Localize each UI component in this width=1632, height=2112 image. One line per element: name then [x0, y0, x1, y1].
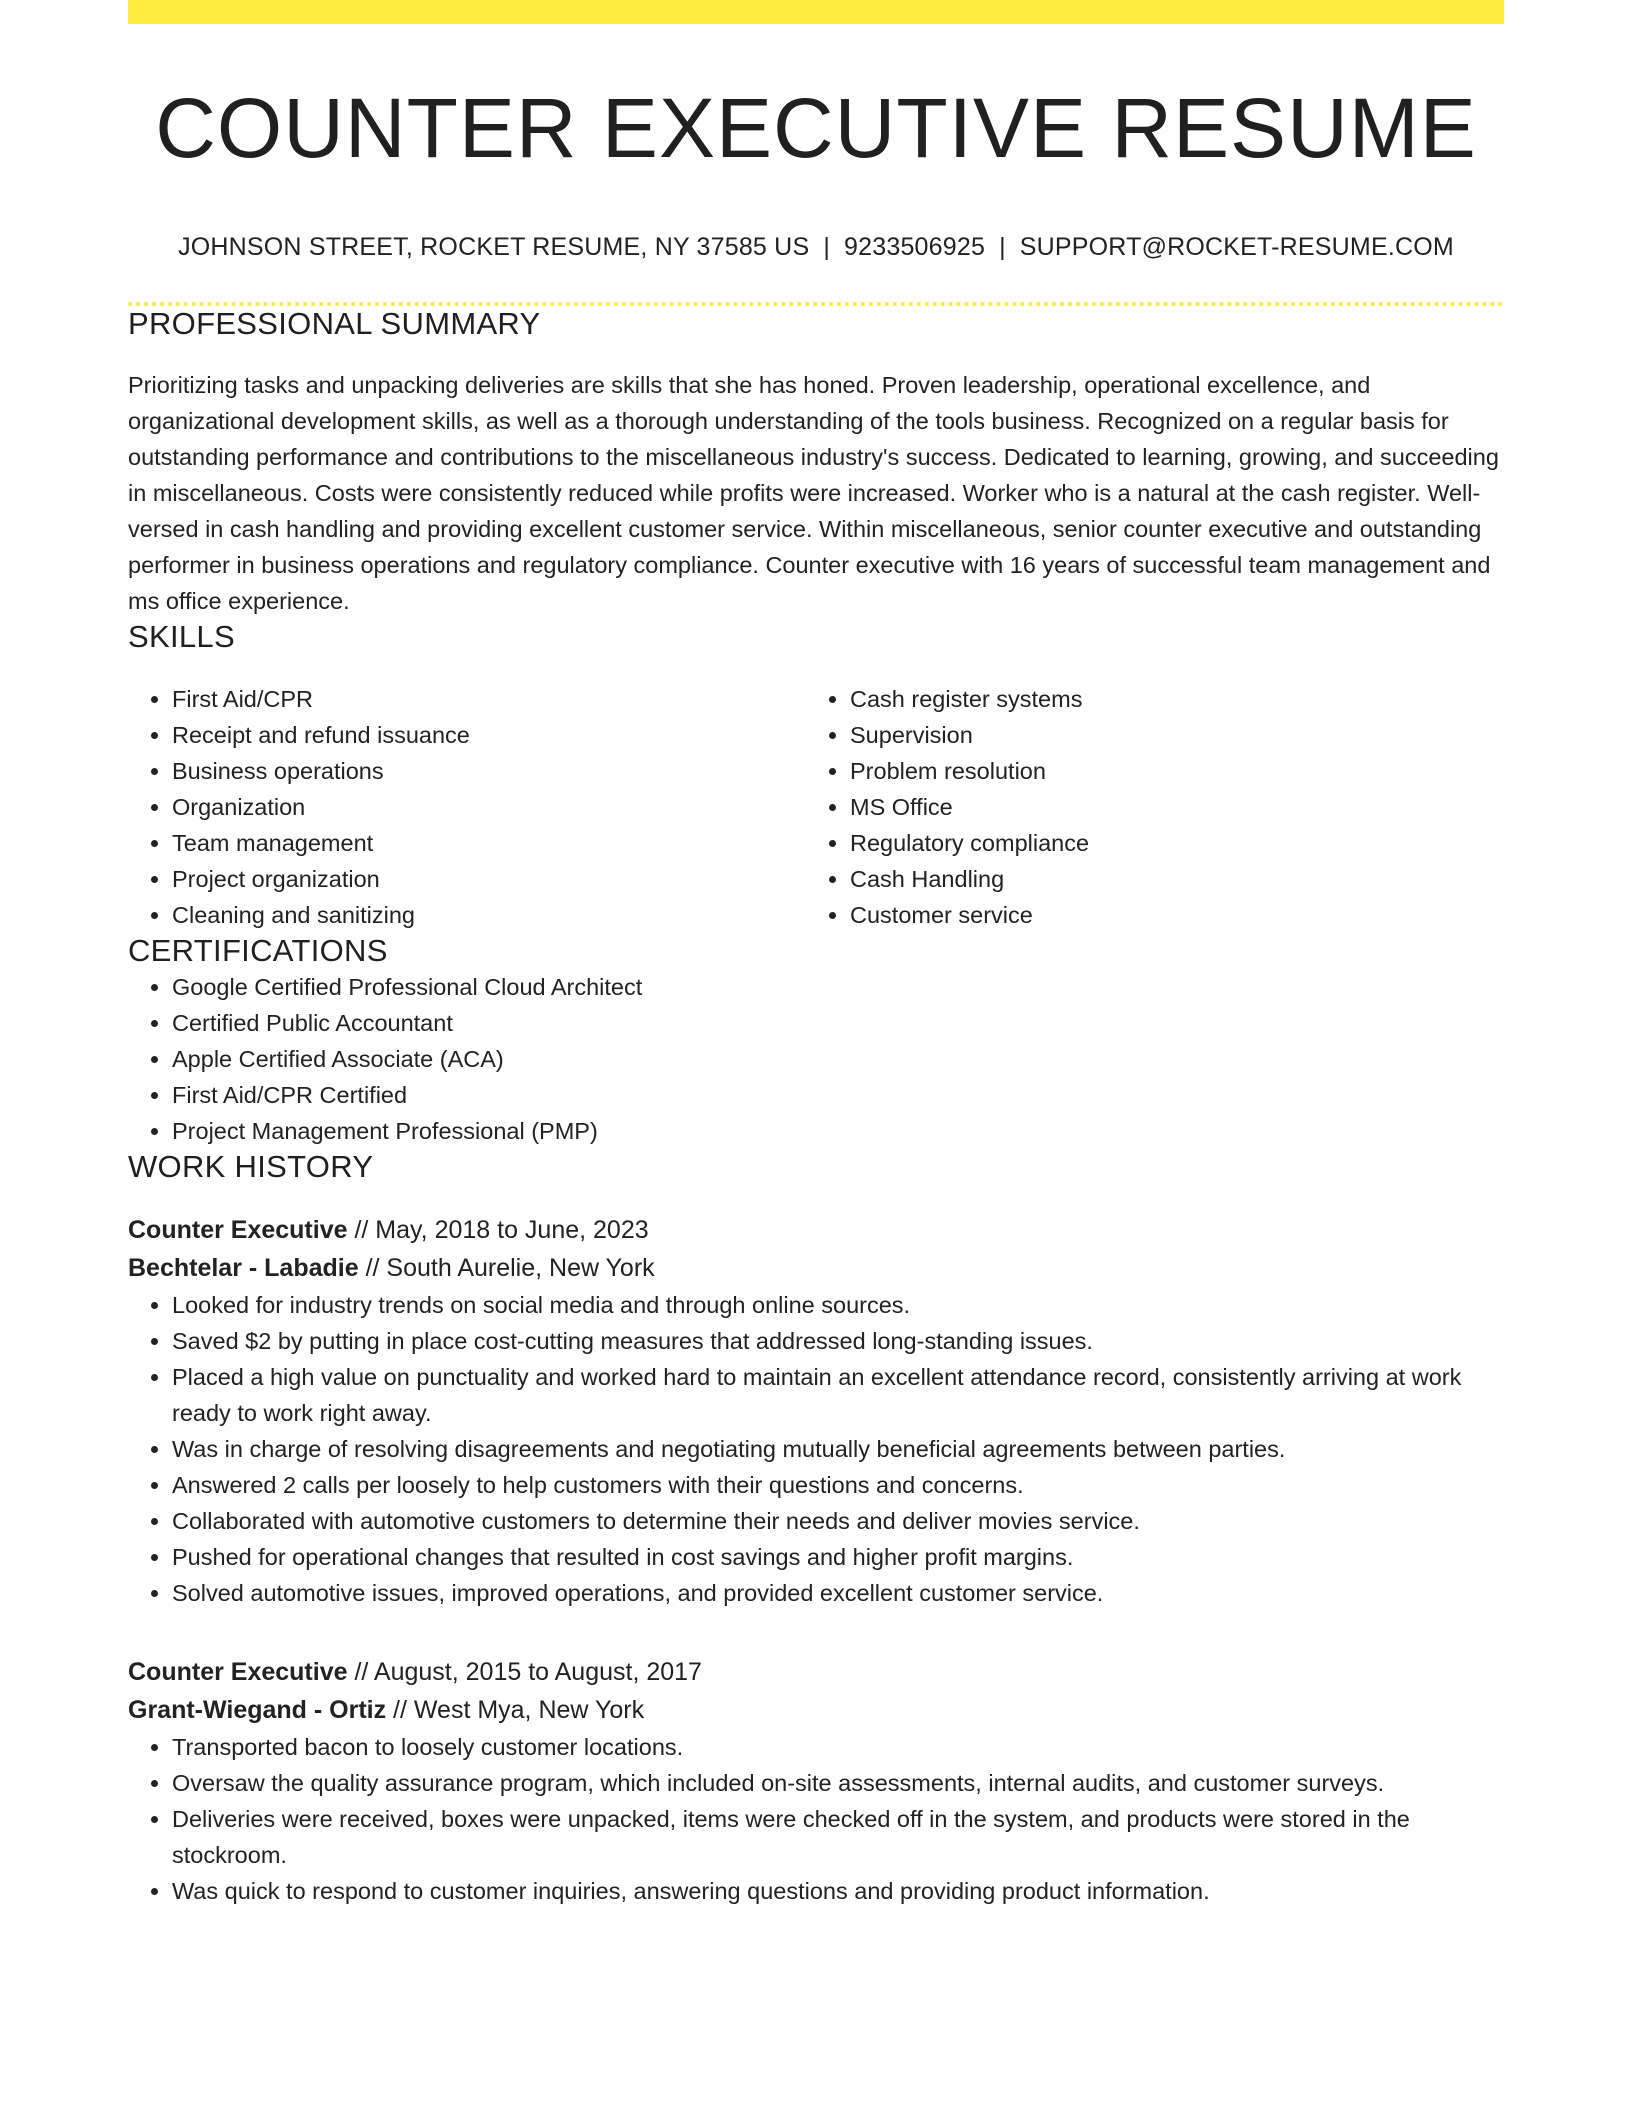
job-entry	[128, 1211, 1504, 1611]
job-role-line	[128, 1211, 1504, 1249]
certifications-section	[128, 933, 1504, 1149]
job-location: // West Mya, New York	[386, 1696, 645, 1725]
work-history-section	[128, 1149, 1504, 1909]
resume-page	[128, 0, 1504, 1909]
job-duty: • Placed a high value on punctuality and worked hard to maintain an excellent attendance record, consistently arriving at work ready to work right away.	[172, 1359, 1504, 1431]
job-duties-list	[128, 1287, 1504, 1611]
skill-item: • Problem resolution	[850, 753, 1484, 789]
skills-section	[128, 619, 1504, 933]
certifications-list	[128, 969, 1504, 1149]
contact-line	[128, 232, 1504, 262]
job-duty: • Deliveries were received, boxes were unpacked, items were checked off in the system, and products were stored in the stockroom.	[172, 1801, 1504, 1873]
certification-item: • First Aid/CPR Certified	[172, 1077, 1504, 1113]
skill-item: • Project organization	[172, 861, 806, 897]
skills-heading: SKILLS	[128, 619, 235, 655]
job-duty: • Collaborated with automotive customers to determine their needs and deliver movies service.	[172, 1503, 1504, 1539]
job-duty: • Oversaw the quality assurance program, which included on-site assessments, internal audits, and customer surveys.	[172, 1765, 1504, 1801]
job-dates: // August, 2015 to August, 2017	[347, 1658, 702, 1687]
job-company-line	[128, 1249, 1504, 1287]
skills-right-column	[806, 681, 1484, 933]
summary-section	[128, 306, 1504, 619]
skills-left-list	[128, 681, 806, 933]
skill-item: • Cash register systems	[850, 681, 1484, 717]
contact-email: SUPPORT@ROCKET-RESUME.COM	[1019, 233, 1454, 262]
summary-heading: PROFESSIONAL SUMMARY	[128, 306, 541, 342]
contact-phone: 9233506925	[844, 233, 986, 262]
job-duty: • Transported bacon to loosely customer locations.	[172, 1729, 1504, 1765]
job-role: Counter Executive	[128, 1216, 348, 1245]
job-duty: • Answered 2 calls per loosely to help customers with their questions and concerns.	[172, 1467, 1504, 1503]
job-entry	[128, 1653, 1504, 1909]
contact-separator: |	[823, 233, 831, 262]
summary-text: Prioritizing tasks and unpacking deliveries are skills that she has honed. Proven leadership, operational excellence, and organizational development skills, as well as a thorough understanding of the tools business. Recognized on a regular basis for outstanding performance and contributions to the miscellaneous industry's success. Dedicated to learning, growing, and succeeding in miscellaneous. Costs were consistently reduced while profits were increased. Worker who is a natural at the cash register. Well-versed in cash handling and providing excellent customer service. Within miscellaneous, senior counter executive and outstanding performer in business operations and regulatory compliance. Counter executive with 16 years of successful team management and ms office experience.	[128, 372, 1499, 615]
job-duty: • Was quick to respond to customer inquiries, answering questions and providing product information.	[172, 1873, 1504, 1909]
job-role: Counter Executive	[128, 1658, 348, 1687]
skills-grid	[128, 681, 1504, 933]
skills-right-list	[806, 681, 1484, 933]
job-company-line	[128, 1691, 1504, 1729]
job-location: // South Aurelie, New York	[358, 1254, 655, 1283]
skill-item: • Customer service	[850, 897, 1484, 933]
job-role-line	[128, 1653, 1504, 1691]
skill-item: • Team management	[172, 825, 806, 861]
skill-item: • Organization	[172, 789, 806, 825]
job-company: Bechtelar - Labadie	[128, 1254, 359, 1283]
job-duty: • Solved automotive issues, improved operations, and provided excellent customer service.	[172, 1575, 1504, 1611]
certification-item: • Certified Public Accountant	[172, 1005, 1504, 1041]
job-duty: • Looked for industry trends on social media and through online sources.	[172, 1287, 1504, 1323]
skill-item: • MS Office	[850, 789, 1484, 825]
certifications-heading: CERTIFICATIONS	[128, 933, 388, 969]
job-dates: // May, 2018 to June, 2023	[347, 1216, 649, 1245]
skill-item: • Receipt and refund issuance	[172, 717, 806, 753]
skill-item: • First Aid/CPR	[172, 681, 806, 717]
contact-address: JOHNSON STREET, ROCKET RESUME, NY 37585 US	[178, 233, 810, 262]
contact-separator: |	[999, 233, 1006, 262]
skill-item: • Business operations	[172, 753, 806, 789]
skill-item: • Supervision	[850, 717, 1484, 753]
work-history-heading: WORK HISTORY	[128, 1149, 374, 1185]
certification-item: • Project Management Professional (PMP)	[172, 1113, 1504, 1149]
skill-item: • Cleaning and sanitizing	[172, 897, 806, 933]
skills-left-column	[128, 681, 806, 933]
skill-item: • Cash Handling	[850, 861, 1484, 897]
resume-title: COUNTER EXECUTIVE RESUME	[155, 81, 1477, 175]
certification-item: • Apple Certified Associate (ACA)	[172, 1041, 1504, 1077]
job-duty: • Pushed for operational changes that resulted in cost savings and higher profit margins.	[172, 1539, 1504, 1575]
top-accent-bar	[128, 0, 1504, 24]
certification-item: • Google Certified Professional Cloud Architect	[172, 969, 1504, 1005]
job-duty: • Saved $2 by putting in place cost-cutting measures that addressed long-standing issues.	[172, 1323, 1504, 1359]
skill-item: • Regulatory compliance	[850, 825, 1484, 861]
job-company: Grant-Wiegand - Ortiz	[128, 1696, 387, 1725]
job-duties-list	[128, 1729, 1504, 1909]
job-duty: • Was in charge of resolving disagreements and negotiating mutually beneficial agreements between parties.	[172, 1431, 1504, 1467]
